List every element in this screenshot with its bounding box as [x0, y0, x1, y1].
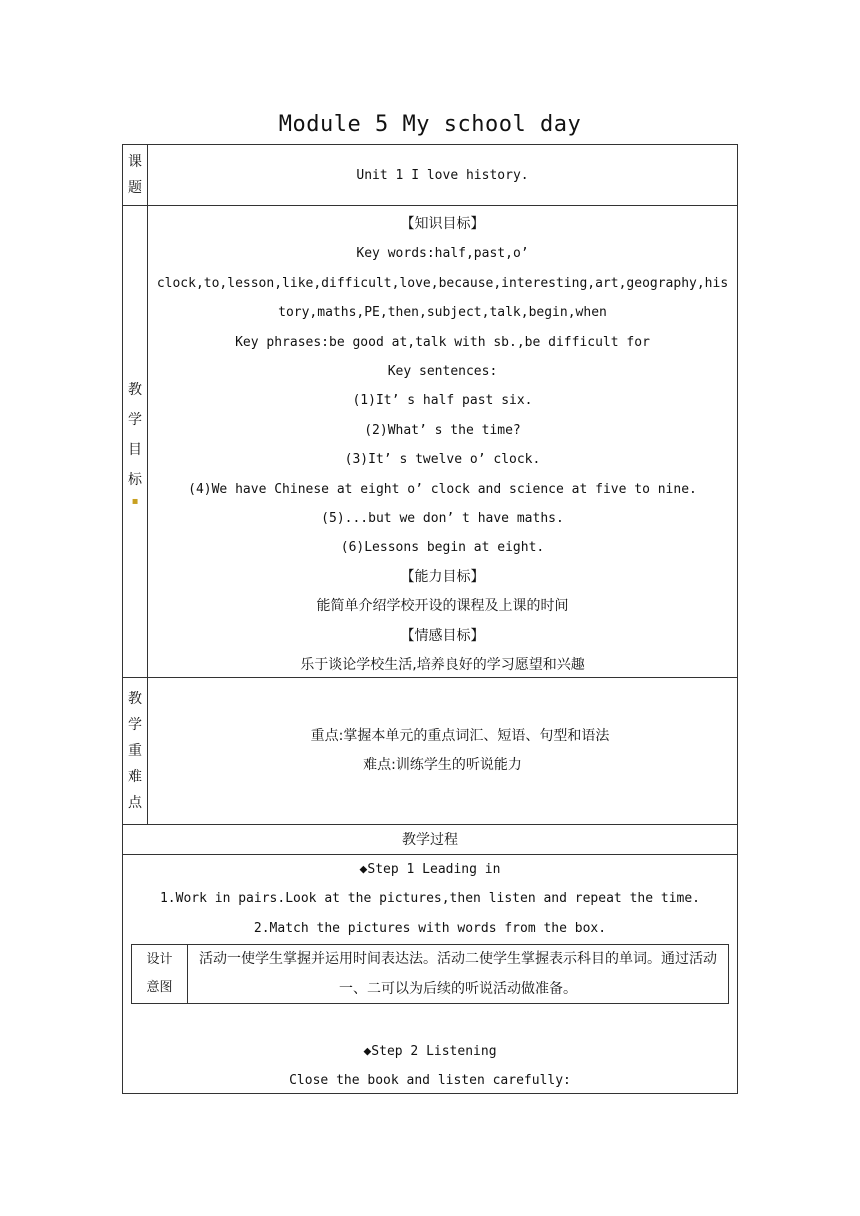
label-char: 教 — [128, 691, 142, 707]
ability-heading: 【能力目标】 — [400, 568, 485, 585]
lesson-plan-table — [122, 144, 738, 1094]
design-label-line: 设计 — [146, 952, 173, 967]
label-char: 难 — [128, 769, 142, 785]
unit-title: Unit 1 I love history. — [356, 167, 529, 183]
difficulty-text: 难点:训练学生的听说能力 — [363, 757, 522, 773]
key-words-line1: Key words:half,past,o’ — [356, 246, 529, 262]
design-text: 活动一使学生掌握并运用时间表达法。活动二使学生掌握表示科目的单词。通过活动一、二可以为后续的听说活动做准备。 — [199, 951, 717, 997]
process-content — [123, 855, 737, 1095]
sentence-item: (6)Lessons begin at eight. — [340, 540, 545, 556]
label-char: 课 — [128, 154, 142, 170]
label-char: 目 — [128, 441, 142, 458]
topic-label — [123, 145, 148, 205]
design-intent-box — [131, 944, 729, 1004]
step1-title: ◆Step 1 Leading in — [359, 862, 501, 877]
step1-item: 2.Match the pictures with words from the box. — [253, 920, 607, 936]
sentence-item: (3)It’ s twelve o’ clock. — [344, 452, 541, 468]
emotion-text: 乐于谈论学校生活,培养良好的学习愿望和兴趣 — [300, 656, 585, 673]
key-sentences-label: Key sentences: — [387, 363, 498, 379]
step2-text: Close the book and listen carefully: — [289, 1073, 571, 1088]
ability-text: 能简单介绍学校开设的课程及上课的时间 — [316, 598, 569, 615]
label-char: 标 — [128, 471, 142, 488]
sentence-item: (5)...but we don’ t have maths. — [321, 510, 564, 526]
emotion-heading: 【情感目标】 — [400, 627, 485, 644]
step2-title: ◆Step 2 Listening — [363, 1044, 497, 1059]
topic-content — [148, 145, 737, 205]
process-heading: 教学过程 — [123, 825, 737, 855]
key-points-content — [148, 678, 737, 824]
label-char: 重 — [128, 743, 142, 759]
label-char: 题 — [128, 180, 142, 196]
design-label — [132, 945, 188, 1003]
key-phrases: Key phrases:be good at,talk with sb.,be difficult for — [235, 334, 650, 350]
key-words-line2: clock,to,lesson,like,difficult,love,because,interesting,art,geography,history,maths,PE,then,subject,talk,begin,when — [156, 275, 729, 321]
key-points-row — [123, 678, 737, 825]
label-char: 学 — [128, 411, 142, 428]
objectives-content — [148, 206, 737, 681]
step1-item: 1.Work in pairs.Look at the pictures,then listen and repeat the time. — [159, 891, 701, 907]
label-char: 教 — [128, 381, 142, 398]
focus-text: 重点:掌握本单元的重点词汇、短语、句型和语法 — [310, 728, 610, 744]
sentence-item: (1)It’ s half past six. — [352, 393, 533, 409]
objectives-row — [123, 206, 737, 678]
sentence-item: (2)What’ s the time? — [364, 422, 521, 438]
sentence-item: (4)We have Chinese at eight o’ clock and science at five to nine. — [188, 481, 697, 497]
design-label-line: 意图 — [146, 980, 173, 995]
key-points-label — [123, 678, 148, 824]
knowledge-heading: 【知识目标】 — [400, 216, 485, 232]
objectives-label — [123, 206, 148, 677]
topic-row — [123, 145, 737, 206]
decorative-dot: ▪ — [131, 495, 139, 507]
label-char: 点 — [128, 795, 142, 811]
page-title: Module 5 My school day — [278, 112, 582, 137]
label-char: 学 — [128, 717, 142, 733]
